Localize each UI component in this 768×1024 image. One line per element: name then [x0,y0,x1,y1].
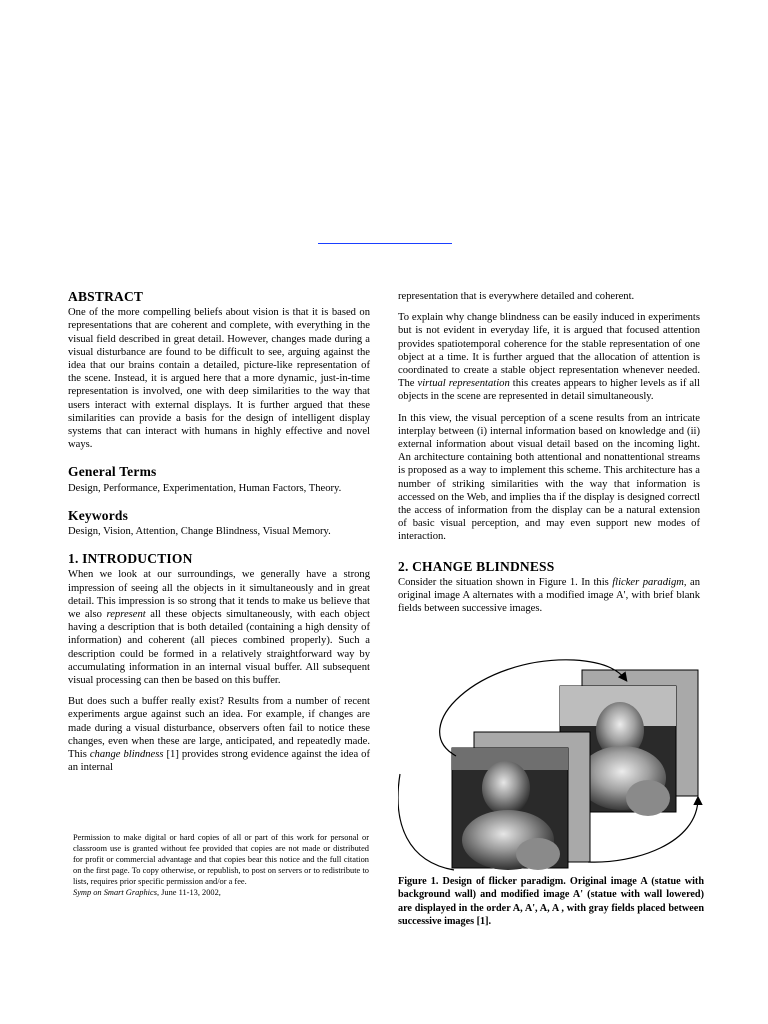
introduction-paragraph-1: When we look at our surroundings, we generally have a strong impression of seeing all the objects in it simultaneously and in great detail. This impression is so strong that it tends to make us believe that we also represent all these objects simultaneously, with each object having a description that is both detailed (containing a high density of information) and coherent (all pieces combined properly). Such a description could be formed in a relatively straightforward way by accumulating information in an internal visual buffer. All subsequent visual processing can then be based on this buffer. [68,569,370,687]
venue-line: Symp on Smart Graphics, June 11-13, 2002, [73,888,221,898]
introduction-heading: 1. INTRODUCTION [68,551,193,567]
keywords-text: Design, Vision, Attention, Change Blindness, Visual Memory. [68,526,331,538]
flicker-paradigm-diagram [398,648,708,874]
right-paragraph-0: representation that is everywhere detailed and coherent. [398,291,635,302]
right-paragraph-2: In this view, the visual perception of a scene results from an intricate interplay between (i) internal information based on knowledge and (ii) external information about visual detail based on the incoming light. An architecture containing both attentional and nonattentional streams is proposed as a way to implement this scheme. This architecture has a number of striking similarities with the way that information is accessed on the Web, and implies tha if the display is designed correctl the access of information from the display can be a natural extension of basic visual perception, and may even support new modes of interaction. [398,412,700,543]
figure-1-caption [398,875,704,928]
figure-1 [398,648,708,874]
permission-notice [73,832,369,899]
permission-text: Permission to make digital or hard copies of all or part of this work for personal or classroom use is granted without fee provided that copies are not made or distributed for profit or commercial advantage and that copies bear this notice and the full citation on the first page. To copy otherwise, or republish, to post on servers or to redistribute to lists, requires prior specific permission and/or a fee. [73,833,369,887]
header-link-underline[interactable] [318,243,452,244]
image-a [452,748,568,870]
left-column [68,290,370,775]
abstract-heading: ABSTRACT [68,289,144,304]
introduction-paragraph-2: But does such a buffer really exist? Results from a number of recent experiments argue against such an idea. For example, if changes are made during a visual disturbance, observers often fail to notice these changes, even when these are large, anticipated, and repeatedly made. This change blindness [1] provides strong evidence against the idea of an internal [68,696,371,774]
figure-caption-text: Figure 1. Design of flicker paradigm. Original image A (statue with background wall) and modified image A' (statue with wall lowered) are displayed in the order A, A', A, A , with gray fields placed between successive images [1]. [398,876,704,927]
general-terms-text: Design, Performance, Experimentation, Human Factors, Theory. [68,482,342,494]
change-blindness-heading: 2. CHANGE BLINDNESS [398,558,555,574]
right-column [398,290,700,623]
cycle-arrow-left [398,774,454,870]
keywords-heading: Keywords [68,507,129,523]
change-blindness-paragraph: Consider the situation shown in Figure 1. In this flicker paradigm, an original image A alternates with a modified image A', with brief blank fields between successive images. [398,576,700,615]
abstract-text: One of the more compelling beliefs about vision is that it is based on representations that are coherent and complete, with everything in the visual field described in great detail. However, changes made during a visual disturbance are found to be difficult to see, arguing against the idea that our brains contain a detailed, picture-like representation of the scene. Instead, it is argued here that a more dynamic, just-in-time representation is involved, one with deep similarities to the way that users interact with external displays. It is further argued that these similarities can provide a basis for the design of intelligent display systems that can interact with humans in highly effective and novel ways. [68,307,370,451]
general-terms-heading: General Terms [68,464,157,480]
right-paragraph-1: To explain why change blindness can be easily induced in experiments but is not evident in everyday life, it is argued that focused attention provides spatiotemporal coherence for the stable representation of one object at a time. It is further argued that the allocation of attention is coordinated to create a stable object representation whenever needed. The virtual representation this creates appears to higher levels as if all objects in the scene are represented in detail simultaneously. [398,312,700,403]
